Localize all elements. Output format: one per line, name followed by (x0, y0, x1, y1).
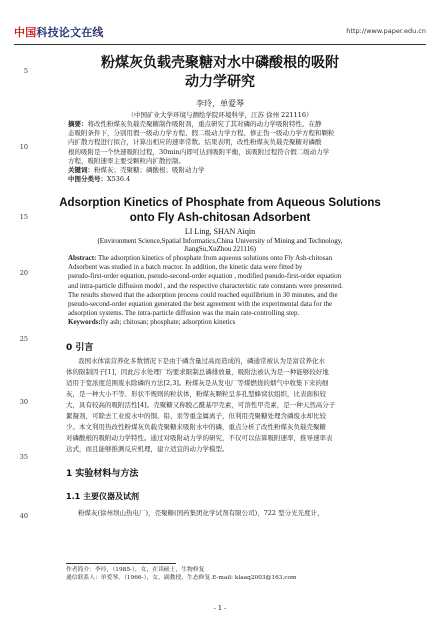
intro-line: 适用于宽浓度范围废水除磷的方法[2,3]。粉煤灰是从发电厂等煤燃烧的烟气中收集下来的细 (66, 379, 329, 387)
site-url-link[interactable]: http://www.paper.edu.cn (346, 27, 426, 35)
footnote-divider (66, 563, 176, 564)
en-abstract-line: Abstract: The adsorption kinetics of phosphate from aqueous solutions onto Fly Ash-chitosan (68, 254, 333, 262)
intro-line: 灰，是一种大小不等、形状不规则的粒状体，粉煤灰颗粒呈多孔型蜂窝状组织，比表面积较 (66, 390, 326, 398)
intro-line: 大，具有较高的吸附活性[4]。壳聚糖又称脱乙酰基甲壳素，可溶性甲壳素，是一种天然高分子 (66, 401, 336, 409)
en-abstract-line: The results showed that the adsorption process could reached equilibrium in 30 minutes, and the (68, 290, 338, 299)
line-number: 15 (19, 213, 28, 221)
intro-line: 达式，而且能够推测反应机理，建立适宜的动力学模型。 (66, 445, 229, 453)
en-affiliation-line-2: JiangSu,XuZhou 221116) (184, 245, 256, 253)
section1-subheading: 1.1 主要仪器及试剂 (66, 492, 139, 501)
cn-abstract-line: 根的吸附是一个快速吸附过程，30min内即可达到吸附平衡，该吸附过程符合假二级动力学 (68, 147, 330, 156)
intro-line: 对磷酸根的吸附动力学特性。通过对吸附动力学的研究，不仅可以估算吸附速率，推导速率表 (66, 434, 333, 442)
cn-abstract-line: 内扩散方程进行拟合，计算出相应的速率常数。结果表明，改性粉煤灰负载壳聚糖对磷酸 (68, 138, 322, 147)
cn-abstract-line: 摘要：将改性粉煤灰负载壳聚糖制作吸附剂，重点研究了其对磷的动力学吸附特性。在静 (68, 120, 322, 128)
en-keywords-label: Keywords: (68, 318, 101, 327)
journal-logo[interactable] (14, 24, 104, 40)
en-abstract-line: Adsorbent was studied in a batch reactor. In addition, the kinetic data were fitted by (68, 263, 303, 272)
en-abstract (68, 254, 368, 328)
en-affiliation-line-1: (Environment Science,Spatial Informatics,China University of Mining and Technology, (97, 237, 343, 245)
en-abstract-line: adsorption systems. The intra-particle diffusion was the main rate-controlling step. (68, 309, 300, 318)
en-title-line-1: Adsorption Kinetics of Phosphate from Aqueous Solutions (59, 197, 381, 209)
intro-heading: 0 引言 (66, 343, 94, 353)
section1-paragraph (66, 509, 384, 518)
en-authors: LI Ling, SHAN Aiqin (184, 227, 256, 236)
line-number: 5 (23, 67, 28, 75)
en-keywords: Keywords:fly ash; chitosan; phosphate; adsorption kinetics (68, 318, 236, 327)
logo-part-china: 中国 (14, 26, 37, 39)
section1-heading: 1 实验材料与方法 (66, 469, 139, 479)
intro-line: 絮凝剂，可除去工业废水中的铜、铅、汞等重金属离子，但利用壳聚糖处理含磷废水却比较 (66, 412, 326, 420)
cn-abstract (68, 120, 368, 184)
intro-paragraph (66, 356, 384, 455)
en-abstract-label: Abstract: (68, 254, 97, 262)
cn-abstract-line: 态吸附条件下，分别用假一级动力学方程、假二级动力学方程、修正伪一级动力学方程和颗粒 (68, 129, 335, 138)
cn-abstract-label: 摘要： (68, 120, 88, 128)
line-number: 10 (19, 143, 28, 151)
line-number: 20 (19, 269, 28, 277)
section1-line: 粉煤灰(徐州坝山热电厂)，壳聚糖(国药集团化学试剂有限公司)，722 型分光光度计， (78, 509, 324, 517)
cn-keywords: 关键词：粉煤灰；壳聚糖；磷酸根；吸附动力学 (68, 166, 205, 175)
header-divider (14, 44, 426, 45)
cn-title-line-1: 粉煤灰负载壳聚糖对水中磷酸根的吸附 (101, 55, 339, 71)
page-number: - 1 - (213, 604, 227, 612)
footnote-author-bio: 作者简介：李玲，（1985-），女，在读硕士，生物修复 (66, 567, 205, 573)
cn-authors: 李玲，单爱琴 (196, 99, 244, 108)
cn-clc: 中图分类号：X536.4 (68, 175, 131, 184)
logo-part-name: 科技论文在线 (36, 26, 104, 39)
en-abstract-line: pseudo-second-order equation generated the best agreement with the experimental data for the (68, 300, 333, 309)
intro-line: 少。本文利用热改性粉煤灰负载壳聚糖来吸附水中的磷，重点分析了改性粉煤灰负载壳聚糖 (66, 423, 326, 431)
line-number: 25 (19, 335, 28, 343)
cn-clc-label: 中图分类号： (68, 175, 107, 184)
cn-title-line-2: 动力学研究 (185, 74, 255, 90)
intro-line: 体的限制因子[1]，因此污水处理厂均要求限制总磷排放量，吸附法被认为是一种能够较好地 (66, 368, 329, 376)
line-number: 35 (19, 453, 28, 461)
en-abstract-line: and intra-particle diffusion model , and the respective characteristic rate constants were presented. (68, 281, 343, 290)
en-abstract-line: pseudo-first-order equation, pseudo-second-order equation , modified pseudo-first-order equation (68, 272, 342, 281)
cn-affiliation: （中国矿业大学环境与测绘学院环境科学，江苏 徐州 221116） (127, 111, 313, 119)
line-number: 30 (19, 398, 28, 406)
line-number: 40 (19, 512, 28, 520)
cn-abstract-line: 方程，吸附速率主要受颗粒内扩散控制。 (68, 156, 185, 165)
site-header (14, 24, 426, 40)
cn-keywords-label: 关键词： (68, 166, 94, 175)
en-title-line-2: onto Fly Ash-chitosan Adsorbent (129, 212, 311, 224)
footnote-corresponding-author: 通信联系人：单爱琴，（1966-），女，副教授，生态修复.E-mail: klaaq2003@163.com (66, 575, 297, 581)
intro-line: 我国水体富营养化多数情况下是由于磷含量过高而造成的，磷通常被认为是富营养化水 (78, 357, 325, 365)
